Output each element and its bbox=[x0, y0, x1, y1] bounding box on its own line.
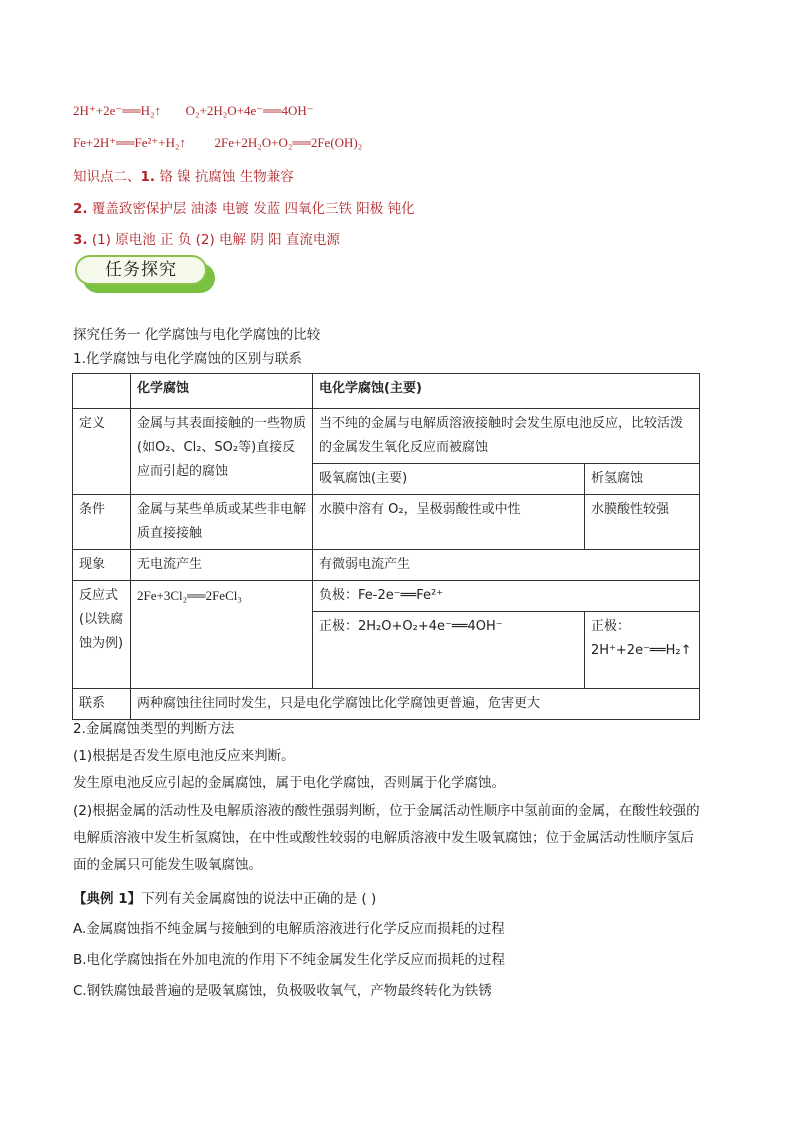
example-option-c[interactable]: C.钢铁腐蚀最普遍的是吸氧腐蚀，负极吸收氧气，产物最终转化为铁锈 bbox=[73, 983, 492, 999]
answer-k2-2-num: 2. bbox=[73, 201, 88, 217]
header-chemical-corrosion: 化学腐蚀 bbox=[131, 374, 313, 409]
table-row-equations bbox=[73, 581, 700, 612]
comparison-table bbox=[72, 373, 700, 720]
subtype-hydrogen-evolution: 析氢腐蚀 bbox=[585, 464, 700, 495]
equation-iron-hydroxide: 2Fe+2H₂O+O₂══2Fe(OH)₂ bbox=[214, 135, 363, 150]
subtype-oxygen-absorption: 吸氧腐蚀(主要) bbox=[313, 464, 585, 495]
task1-subtitle: 1.化学腐蚀与电化学腐蚀的区别与联系 bbox=[73, 351, 302, 367]
judge-title: 2.金属腐蚀类型的判断方法 bbox=[73, 721, 235, 737]
task1-title: 探究任务一 化学腐蚀与电化学腐蚀的比较 bbox=[73, 327, 321, 343]
answer-k2-2 bbox=[73, 197, 415, 217]
definition-electrochemical: 当不纯的金属与电解质溶液接触时会发生原电池反应，比较活泼的金属发生氧化反应而被腐蚀 bbox=[313, 409, 700, 464]
phenomenon-electrochemical: 有微弱电流产生 bbox=[313, 550, 700, 581]
equation-line-1 bbox=[73, 103, 314, 119]
equation-line-2 bbox=[73, 135, 362, 151]
example-question bbox=[73, 887, 376, 907]
table-row-phenomenon bbox=[73, 550, 700, 581]
table-corner-cell bbox=[73, 374, 131, 409]
answer-k2-3-text: (1) 原电池 正 负 (2) 电解 阴 阳 直流电源 bbox=[91, 232, 340, 248]
example-stem: 下列有关金属腐蚀的说法中正确的是 ( ) bbox=[141, 891, 377, 907]
equation-hydrogen-reduction: 2H⁺+2e⁻══H₂↑ bbox=[73, 103, 162, 118]
answer-k2-label: 知识点二、 bbox=[73, 169, 141, 185]
section-badge bbox=[75, 255, 217, 295]
row-label-definition: 定义 bbox=[73, 409, 131, 495]
equation-iron-acid: Fe+2H⁺══Fe²⁺+H₂↑ bbox=[73, 135, 187, 150]
phenomenon-chemical: 无电流产生 bbox=[131, 550, 313, 581]
judge-point-1-detail: 发生原电池反应引起的金属腐蚀，属于电化学腐蚀，否则属于化学腐蚀。 bbox=[73, 775, 505, 791]
answer-k2-1-num: 1. bbox=[140, 169, 156, 185]
row-label-phenomenon: 现象 bbox=[73, 550, 131, 581]
header-electrochemical-corrosion: 电化学腐蚀(主要) bbox=[313, 374, 700, 409]
equation-negative-electrode: 负极：Fe-2e⁻══Fe²⁺ bbox=[313, 581, 700, 612]
definition-chemical: 金属与其表面接触的一些物质(如O₂、Cl₂、SO₂等)直接反应而引起的腐蚀 bbox=[131, 409, 313, 495]
answer-k2-2-text: 覆盖致密保护层 油漆 电镀 发蓝 四氧化三铁 阳极 钝化 bbox=[91, 201, 415, 217]
judge-point-2-line-2: 电解质溶液中发生析氢腐蚀，在中性或酸性较弱的电解质溶液中发生吸氧腐蚀；位于金属活动性顺序氢后 bbox=[73, 830, 694, 846]
row-label-conditions: 条件 bbox=[73, 495, 131, 550]
example-label: 【典例 1】 bbox=[73, 891, 142, 907]
conditions-chemical: 金属与某些单质或某些非电解质直接接触 bbox=[131, 495, 313, 550]
table-header-row bbox=[73, 374, 700, 409]
example-option-b[interactable]: B.电化学腐蚀指在外加电流的作用下不纯金属发生化学反应而损耗的过程 bbox=[73, 952, 506, 968]
equation-oxygen-reduction: O₂+2H₂O+4e⁻══4OH⁻ bbox=[185, 103, 314, 118]
table-row-relation bbox=[73, 689, 700, 720]
equation-chemical: 2Fe+3Cl₂══2FeCl₃ bbox=[131, 581, 313, 689]
judge-point-1: (1)根据是否发生原电池反应来判断。 bbox=[73, 748, 295, 764]
equation-positive-oxygen: 正极：2H₂O+O₂+4e⁻══4OH⁻ bbox=[313, 612, 585, 689]
answer-k2-3-num: 3. bbox=[73, 232, 88, 248]
conditions-oxygen: 水膜中溶有 O₂，呈极弱酸性或中性 bbox=[313, 495, 585, 550]
row-label-relation: 联系 bbox=[73, 689, 131, 720]
answer-k2-3 bbox=[73, 228, 340, 248]
conditions-hydrogen: 水膜酸性较强 bbox=[585, 495, 700, 550]
example-option-a[interactable]: A.金属腐蚀指不纯金属与接触到的电解质溶液进行化学反应而损耗的过程 bbox=[73, 921, 505, 937]
relation-text: 两种腐蚀往往同时发生，只是电化学腐蚀比化学腐蚀更普遍，危害更大 bbox=[131, 689, 700, 720]
row-label-equations: 反应式(以铁腐蚀为例) bbox=[73, 581, 131, 689]
answer-k2-1-text: 铬 镍 抗腐蚀 生物兼容 bbox=[159, 169, 294, 185]
answer-k2-1 bbox=[73, 165, 294, 185]
equation-positive-hydrogen: 正极：2H⁺+2e⁻══H₂↑ bbox=[585, 612, 700, 689]
section-badge-label: 任务探究 bbox=[75, 255, 207, 285]
judge-point-2-line-3: 面的金属只可能发生吸氧腐蚀。 bbox=[73, 857, 262, 873]
judge-point-2-line-1: (2)根据金属的活动性及电解质溶液的酸性强弱判断，位于金属活动性顺序中氢前面的金属，在酸性较强的 bbox=[73, 803, 700, 819]
table-row-conditions bbox=[73, 495, 700, 550]
table-row-definition bbox=[73, 409, 700, 464]
